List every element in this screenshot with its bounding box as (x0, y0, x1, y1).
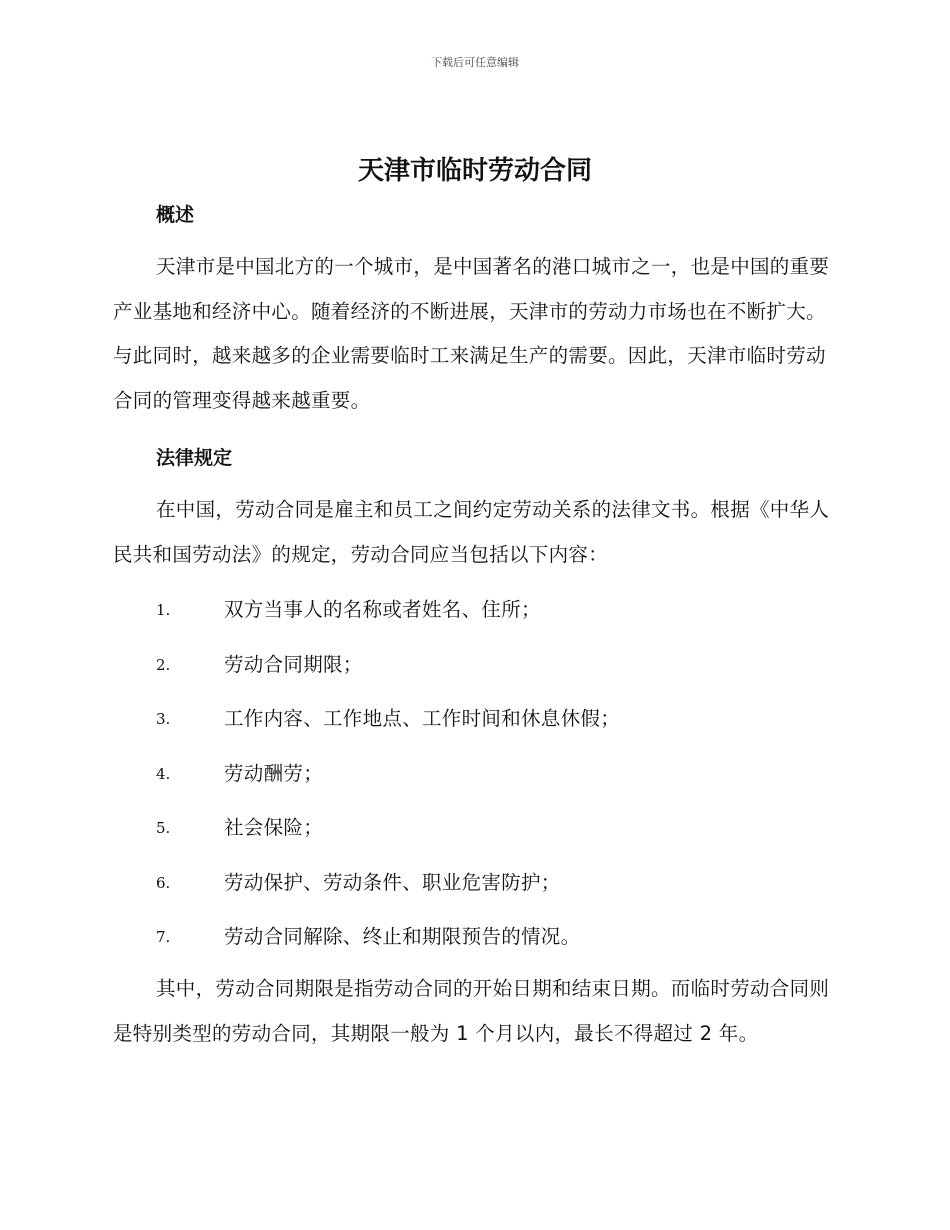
list-item-number: 6. (156, 873, 171, 892)
list-item (0, 645, 950, 700)
list-item (0, 590, 950, 645)
list-item-number: 4. (156, 764, 171, 783)
overview-paragraph: 天津市是中国北方的一个城市，是中国著名的港口城市之一，也是中国的重要产业基地和经济中心。随着经济的不断进展，天津市的劳动力市场也在不断扩大。与此同时，越来越多的企业需要临时工来满足生产的需要。因此，天津市临时劳动合同的管理变得越来越重要。 (113, 255, 830, 412)
list-item-number: 1. (156, 601, 171, 619)
list-item-text: 社会保险； (224, 816, 324, 839)
list-item (0, 699, 950, 754)
list-item-text: 劳动合同解除、终止和期限预告的情况。 (224, 925, 581, 948)
document-title: 天津市临时劳动合同 (357, 156, 592, 186)
section-heading-overview: 概述 (156, 204, 195, 226)
list-item-text: 劳动合同期限； (224, 652, 363, 676)
list-item-number: 5. (156, 819, 171, 837)
legal-paragraph: 在中国，劳动合同是雇主和员工之间约定劳动关系的法律文书。根据《中华人民共和国劳动法》的规定，劳动合同应当包括以下内容： (113, 498, 830, 566)
list-item-text: 工作内容、工作地点、工作时间和休息休假； (224, 707, 621, 730)
list-item-number: 2. (156, 655, 171, 674)
contract-content-list (0, 590, 950, 972)
list-item-text: 劳动酬劳； (224, 761, 324, 785)
list-item-number: 3. (156, 710, 171, 728)
list-item (0, 754, 950, 809)
list-item-number: 7. (156, 928, 171, 946)
list-item-text: 双方当事人的名称或者姓名、住所； (224, 598, 541, 621)
list-item-text: 劳动保护、劳动条件、职业危害防护； (224, 870, 561, 894)
header-note: 下载后可任意编辑 (431, 56, 519, 69)
closing-paragraph: 其中，劳动合同期限是指劳动合同的开始日期和结束日期。而临时劳动合同则是特别类型的劳动合同，其期限一般为 1 个月以内，最长不得超过 2 年。 (113, 977, 830, 1045)
section-heading-legal: 法律规定 (156, 447, 233, 469)
list-item (0, 808, 950, 863)
list-item (0, 863, 950, 918)
list-item (0, 917, 950, 972)
